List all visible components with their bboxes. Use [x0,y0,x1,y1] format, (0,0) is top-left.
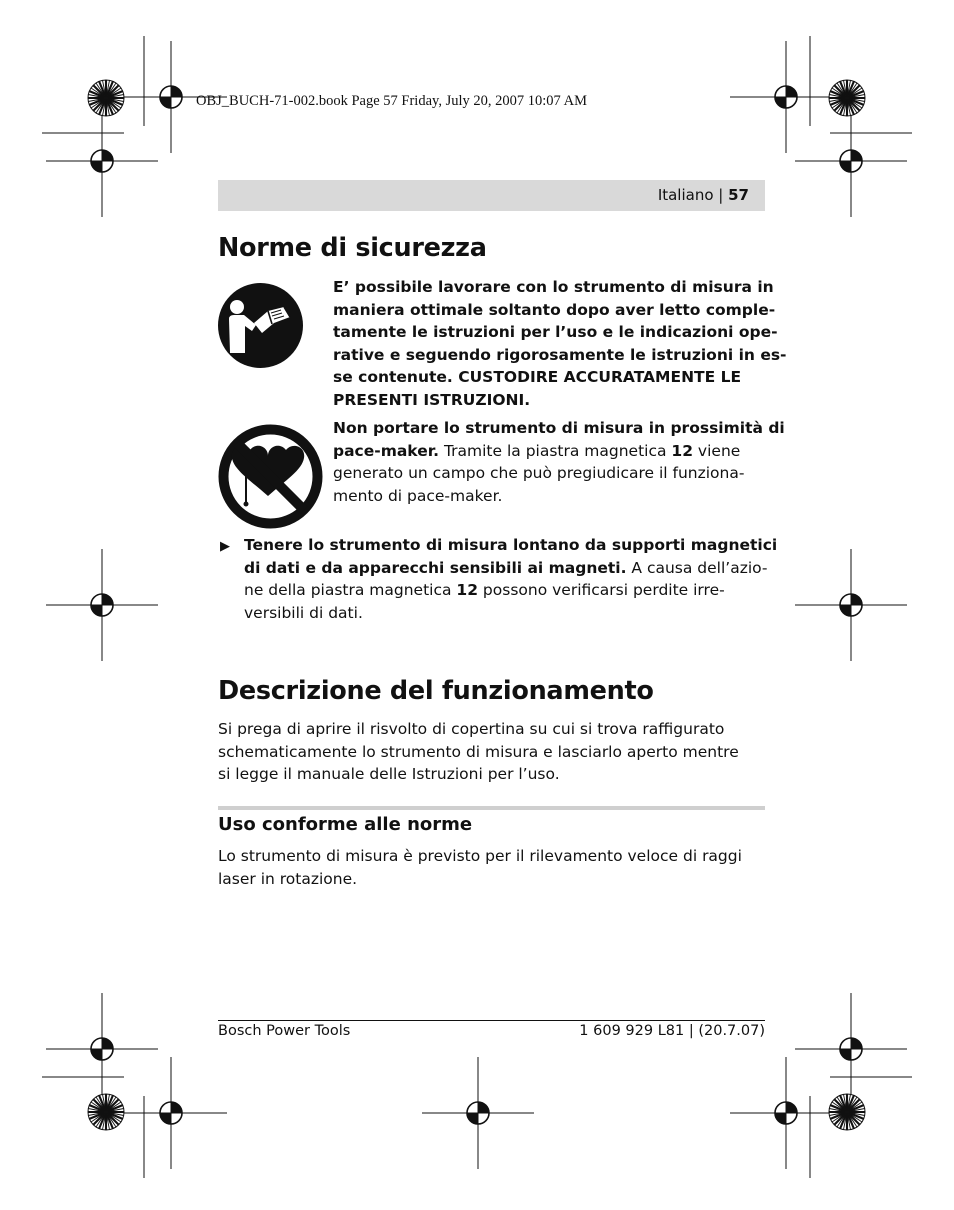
description-line: si legge il manuale delle Istruzioni per l’uso. [218,765,560,784]
section-title-safety: Norme di sicurezza [218,233,487,263]
footer-publisher: Bosch Power Tools [218,1023,351,1039]
header-language: Italiano [657,186,714,204]
section-divider [218,806,765,810]
pacemaker-warning [333,417,785,507]
header-separator: | [713,186,729,204]
page-number: 57 [728,186,749,204]
pacemaker-warning-line: Non portare lo strumento di misura in prossimità di [333,419,785,437]
manual-warning-line: maniera ottimale soltanto dopo aver letto comple- [333,300,776,319]
page-header-bar [218,180,765,211]
pacemaker-warning-line: generato un campo che può pregiudicare il funziona- [333,464,745,483]
intended-use-line: Lo strumento di misura è previsto per il rilevamento veloce di raggi [218,847,742,865]
manual-warning-line: PRESENTI ISTRUZIONI. [333,390,531,409]
footer-divider [218,1020,765,1021]
magnetic-warning-line [244,579,777,602]
manual-warning-line: tamente le istruzioni per l’uso e le indicazioni ope- [333,323,778,342]
magnetic-warning-line: Tenere lo strumento di misura lontano da supporti magnetici [244,536,778,554]
magnetic-text: A causa dell’azio- [626,558,768,577]
footer-doc-number: 1 609 929 L81 | (20.7.07) [579,1023,765,1039]
description-paragraph [218,718,739,786]
manual-warning-line: E’ possibile lavorare con lo strumento di misura in [333,278,774,296]
part-number: 12 [671,441,693,460]
manual-warning-line: se contenute. CUSTODIRE ACCURATAMENTE LE [333,368,742,387]
section-title-description: Descrizione del funzionamento [218,676,654,706]
magnetic-text: possono verificarsi perdite irre- [478,581,725,600]
manual-warning [333,276,787,412]
bullet-icon: ▶ [220,539,230,554]
pacemaker-bold-text: pace-maker. [333,441,440,460]
subsection-title-intended-use: Uso conforme alle norme [218,814,473,835]
running-header [658,186,749,204]
magnetic-bold-text: di dati e da apparecchi sensibili ai magneti. [244,558,627,577]
intended-use-line: laser in rotazione. [218,869,358,888]
magnetic-warning [244,534,777,624]
description-line: schematicamente lo strumento di misura e lasciarlo aperto mentre [218,742,739,761]
part-number: 12 [456,581,478,600]
no-pacemaker-icon [218,424,323,529]
pacemaker-warning-line: mento di pace-maker. [333,486,503,505]
pacemaker-warning-line [333,440,785,463]
read-manual-icon [218,283,303,368]
magnetic-warning-line [244,557,777,580]
manual-warning-line: rative e seguendo rigorosamente le istruzioni in es- [333,345,787,364]
magnetic-warning-line: versibili di dati. [244,603,363,622]
description-line: Si prega di aprire il risvolto di copertina su cui si trova raffigurato [218,720,725,738]
pacemaker-text: Tramite la piastra magnetica [439,441,672,460]
intended-use-paragraph [218,845,742,890]
pacemaker-text: viene [693,441,741,460]
magnetic-text: ne della piastra magnetica [244,581,457,600]
print-slug: OBJ_BUCH-71-002.book Page 57 Friday, July 20, 2007 10:07 AM [196,93,587,109]
